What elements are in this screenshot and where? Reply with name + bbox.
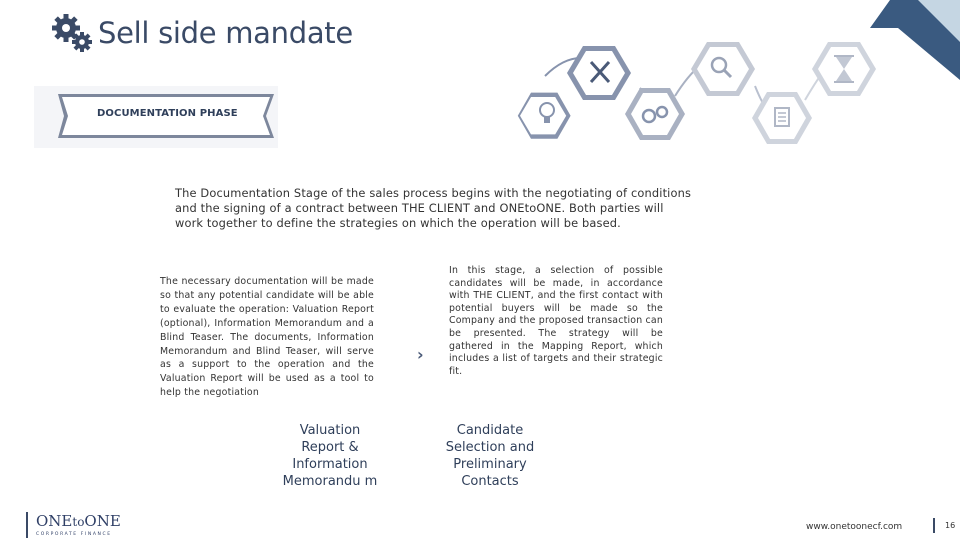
logo-subtitle: CORPORATE FINANCE <box>36 531 112 537</box>
phase-label: DOCUMENTATION PHASE <box>97 108 238 119</box>
title-area <box>50 12 353 54</box>
company-logo <box>26 512 121 538</box>
page-number: 16 <box>945 521 956 530</box>
logo-divider <box>26 512 28 538</box>
left-column-text: The necessary documentation will be made so that any potential candidate will be able to evaluate the operation: Valuation Report (optional), Information Memorandum and a Blind Teaser. The documents, Information Memorandum and Blind Teaser, will serve as a support to the operation and the Valuation Report will be used as a tool to help the negotiation <box>160 276 374 399</box>
left-step-label: Valuation Report & Information Memorandu m <box>282 423 378 489</box>
gears-icon <box>50 12 94 54</box>
right-column-text: In this stage, a selection of possible candidates will be made, in accordance with THE CLIENT, and the first contact with potential buyers will be made so the Company and the proposed transaction can be presented. The strategy will be gathered in the Mapping Report, which includes a list of targets and their strategic fit. <box>449 265 663 377</box>
hexagon-chain <box>505 36 885 166</box>
footer-divider <box>933 518 935 533</box>
intro-paragraph: The Documentation Stage of the sales process begins with the negotiating of conditions and the signing of a contract between THE CLIENT and ONEtoONE. Both parties will work together to define the strategies on which the operation will be based. <box>175 186 692 230</box>
footer-url: www.onetoonecf.com <box>806 522 903 532</box>
right-step-label: Candidate Selection and Preliminary Contacts <box>445 423 535 489</box>
search-icon <box>691 42 755 96</box>
page-title: Sell side mandate <box>98 16 353 50</box>
chevron-right-icon: › <box>417 345 424 364</box>
lightbulb-icon <box>518 93 571 139</box>
tools-icon <box>567 46 631 100</box>
hourglass-icon <box>812 42 876 96</box>
logo-wordmark: ONEtoONE <box>36 511 121 530</box>
